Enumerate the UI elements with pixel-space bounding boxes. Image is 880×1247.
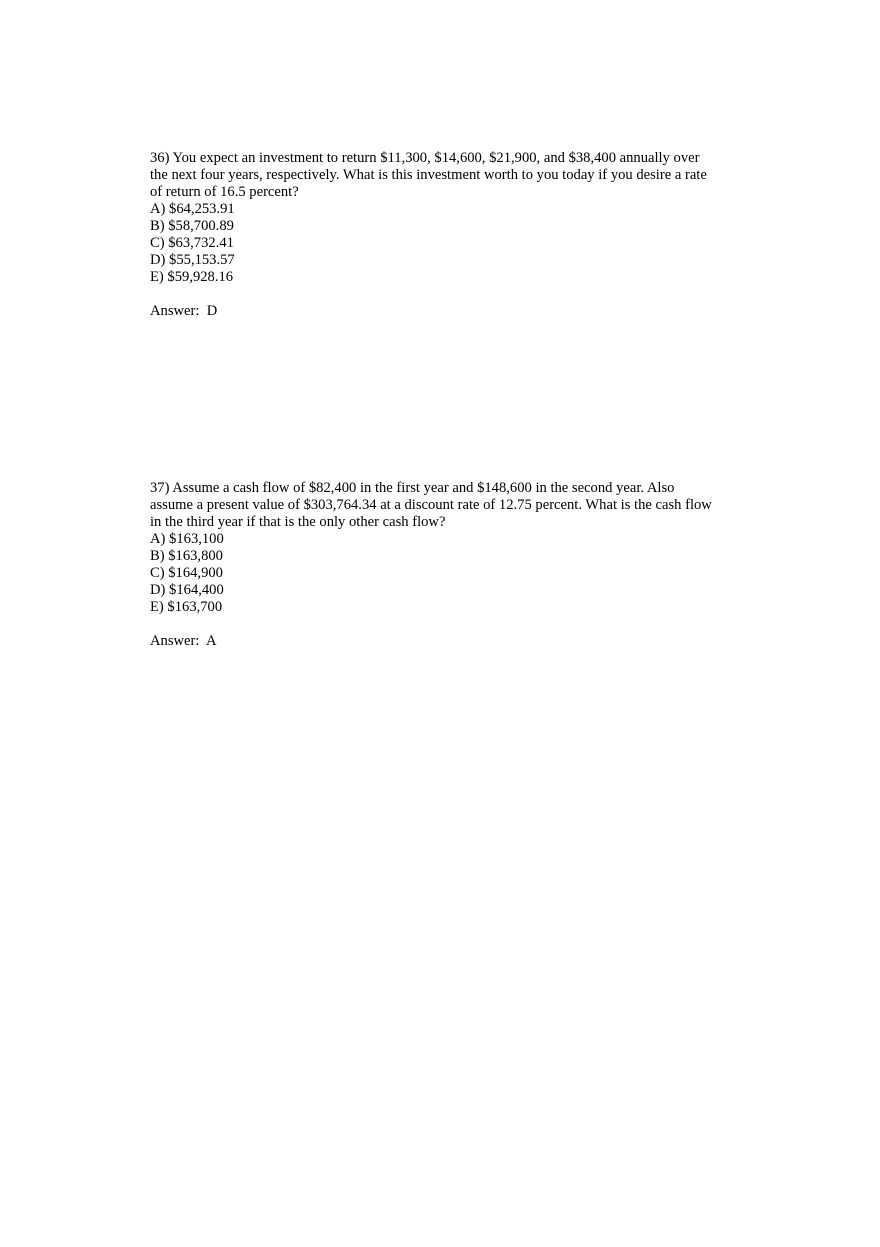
option-a: A) $163,100 [150,531,224,547]
option-b: B) $163,800 [150,548,223,564]
option-c: C) $63,732.41 [150,235,234,251]
option-e: E) $59,928.16 [150,269,234,285]
question-stem-line: 37) Assume a cash flow of $82,400 in the first year and $148,600 in the second year. Also [150,480,675,496]
answer-options [150,531,740,616]
option-d: D) $55,153.57 [150,252,235,268]
answer-key: Answer: D [150,303,218,319]
question-36 [150,150,740,320]
question-stem-line: of return of 16.5 percent? [150,184,299,200]
question-stem [150,480,740,531]
answer-options [150,201,740,286]
option-a: A) $64,253.91 [150,201,235,217]
question-stem [150,150,740,201]
question-stem-line: 36) You expect an investment to return $11,300, $14,600, $21,900, and $38,400 annually over [150,150,700,166]
question-37 [150,480,740,650]
question-stem-line: assume a present value of $303,764.34 at a discount rate of 12.75 percent. What is the cash flow [150,497,712,513]
option-e: E) $163,700 [150,599,223,615]
option-c: C) $164,900 [150,565,223,581]
question-stem-line: the next four years, respectively. What is this investment worth to you today if you desire a rate [150,167,707,183]
option-b: B) $58,700.89 [150,218,234,234]
option-d: D) $164,400 [150,582,224,598]
answer-key: Answer: A [150,633,217,649]
question-stem-line: in the third year if that is the only other cash flow? [150,514,446,530]
